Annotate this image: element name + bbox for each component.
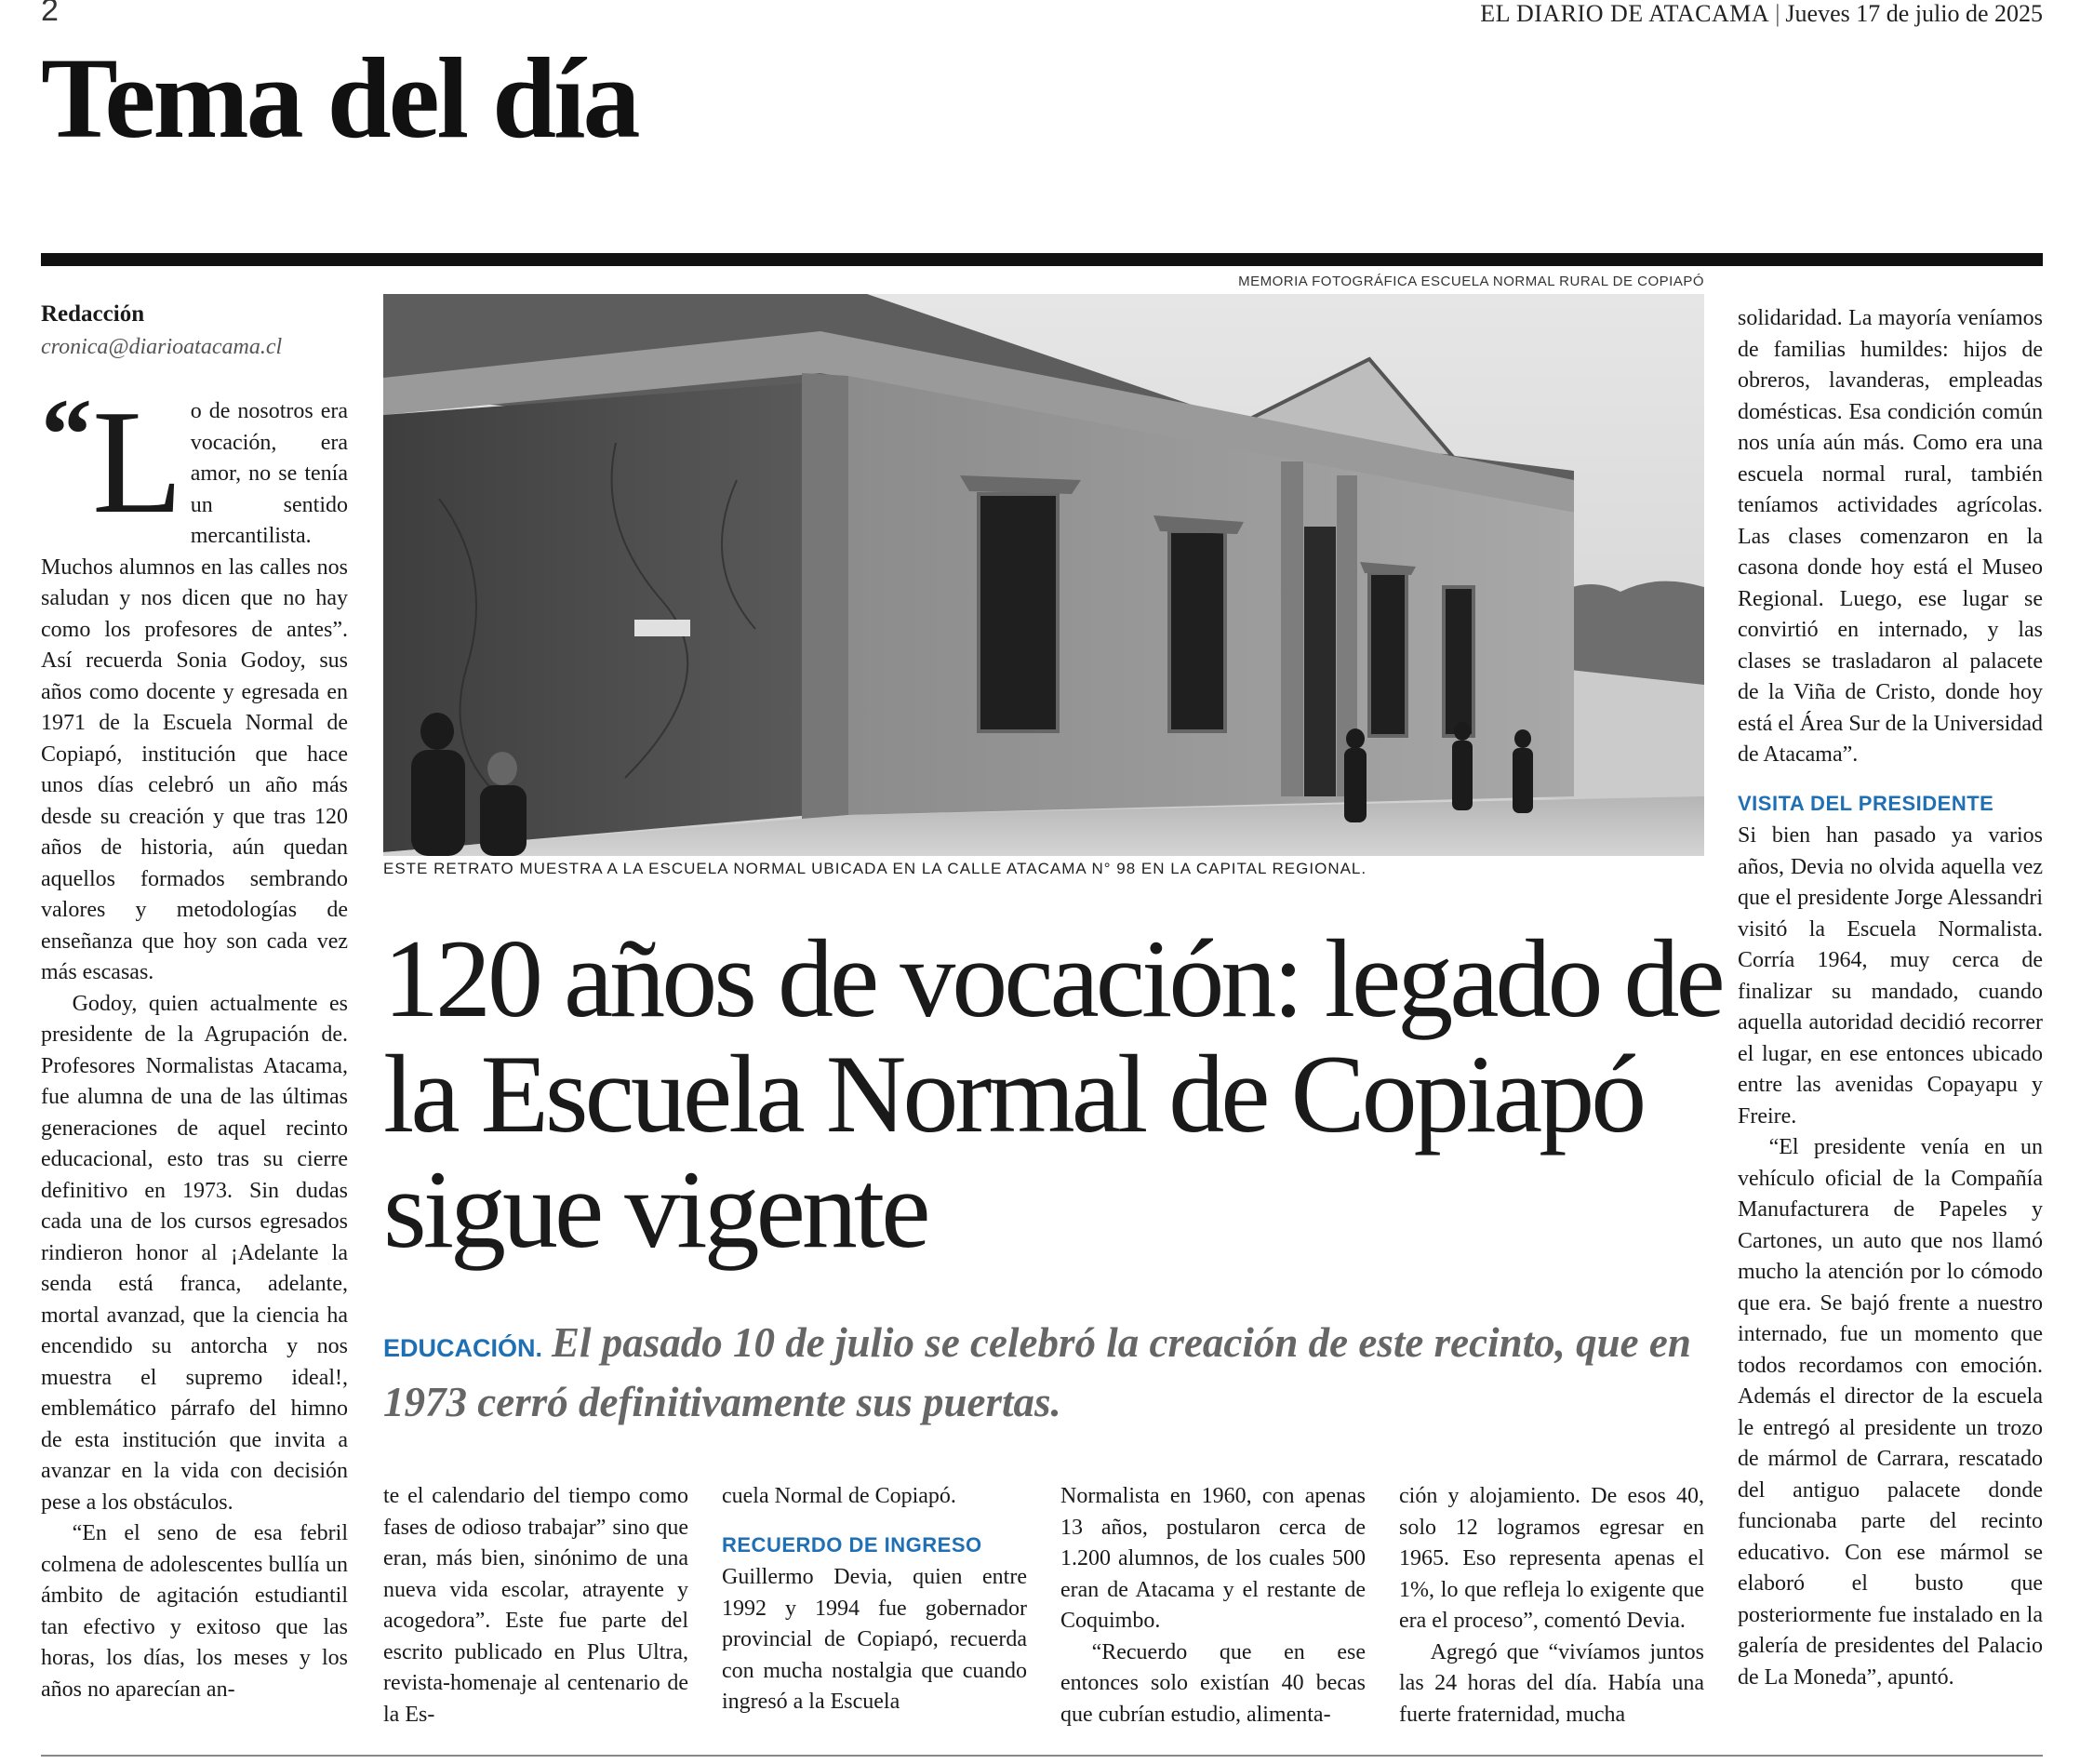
bottom-rule — [41, 1755, 2043, 1757]
dropcap-letter: L — [92, 379, 183, 544]
article-headline: 120 años de vocación: legado de la Escuela Normal de Copiapó sigue vigente — [383, 916, 1722, 1271]
paragraph: ción y alojamiento. De esos 40, solo 12 logramos egresar en 1965. Eso representa apenas el 1%, lo que refleja lo exigente que era el proceso”, comentó Devia. — [1399, 1484, 1704, 1633]
section-kicker: EDUCACIÓN. — [383, 1334, 543, 1362]
opening-quote-mark: “ — [41, 378, 92, 491]
school-building-illustration — [383, 294, 1704, 856]
subhead-visita: VISITA DEL PRESIDENTE — [1738, 791, 1994, 815]
paragraph: o de nosotros era vocación, era amor, no se tenía un sentido mercantilista. Muchos alumnos en las calles nos saludan y nos dicen que no hay como los profesores de antes”. Así recuerda Sonia Godoy, sus años como docente y egresada en 1971 de la Escuela Normal de Copiapó, institución que hace unos días celebró un año más desde su creación y que tras 120 años de historia, aún quedan aquellos formados sembrando valores y metodologías de enseñanza que hoy son cada vez más escasas. — [41, 399, 348, 984]
paragraph: “Recuerdo que en ese entonces solo existían 40 becas que cubrían estudio, alimenta- — [1060, 1639, 1366, 1727]
article-column-4 — [1060, 1481, 1366, 1731]
paragraph: Guillermo Devia, quien entre 1992 y 1994 fue gobernador provincial de Copiapó, recuerda con mucha nostalgia que cuando ingresó a la Escuela — [722, 1565, 1027, 1714]
paragraph: solidaridad. La mayoría veníamos de familias humildes: hijos de obreros, lavanderas, empleadas domésticas. Esa condición común nos unía aún más. Como era una escuela normal rural, también teníamos actividades agrícolas. Las clases comenzaron en la casona donde hoy está el Museo Regional. Luego, ese lugar se convirtió en internado, y las clases se trasladaron al palacete de la Viña de Cristo, donde hoy está el Área Sur de la Universidad de Atacama”. — [1738, 306, 2043, 767]
paragraph: te el calendario del tiempo como fases de odioso trabajar” sino que eran, más bien, sinónimo de una nueva vida escolar, atrayente y acogedora”. Este fue parte del escrito publicado en Plus Ultra, revista-homenaje al centenario de la Es- — [383, 1484, 688, 1727]
photo-caption: ESTE RETRATO MUESTRA A LA ESCUELA NORMAL UBICADA EN LA CALLE ATACAMA N° 98 EN LA CAPITAL REGIONAL. — [383, 860, 1367, 877]
paragraph: cuela Normal de Copiapó. — [722, 1484, 956, 1508]
article-column-3 — [722, 1481, 1027, 1718]
issue-date: Jueves 17 de julio de 2025 — [1785, 0, 2043, 27]
dropcap-block — [41, 378, 183, 544]
deck-text: El pasado 10 de julio se celebró la creación de este recinto, que en 1973 cerró definitivamente sus puertas. — [383, 1319, 1691, 1425]
section-title: Tema del día — [41, 34, 638, 162]
section-rule — [41, 253, 2043, 266]
article-column-2 — [383, 1481, 688, 1731]
paragraph: Normalista en 1960, con apenas 13 años, postularon cerca de 1.200 alumnos, de los cuales 500 eran de Atacama y el restante de Coquimbo. — [1060, 1484, 1366, 1633]
paragraph: “El presidente venía en un vehículo oficial de la Compañía Manufacturera de Papeles y Cartones, un auto que nos llamó mucho la atención por lo cómodo que era. Se bajó frente a nuestro internado, fue un momento que todos recordamos con emoción. Además el director de la escuela le entregó al presidente un trozo de mármol de Carrara, rescatado del antiguo palacete donde funcionaba parte del recinto educativo. Con ese mármol se elaboró el busto que posteriormente fue instalado en la galería de presidentes del Palacio de La Moneda”, apuntó. — [1738, 1135, 2043, 1690]
byline-email[interactable]: cronica@diarioatacama.cl — [41, 335, 283, 359]
masthead — [1480, 0, 2043, 28]
paragraph: Agregó que “vivíamos juntos las 24 horas del día. Había una fuerte fraternidad, mucha — [1399, 1639, 1704, 1727]
subhead-recuerdo: RECUERDO DE INGRESO — [722, 1532, 982, 1557]
paper-name: EL DIARIO DE ATACAMA — [1480, 0, 1770, 27]
paragraph: Godoy, quien actualmente es presidente de la Agrupación de. Profesores Normalistas Atacama, fue alumna de una de las últimas generaciones de aquel recinto educacional, esto tras su cierre definitivo en 1973. Sin dudas cada una de los cursos egresados rindieron honor al ¡Adelante la senda está franca, adelante, mortal avanzad, que la ciencia ha encendido su antorcha y nos muestra el supremo ideal!, emblemático párrafo del himno de esta institución que invita a avanzar en la vida con decisión pese a los obstáculos. — [41, 991, 348, 1515]
page-number: 2 — [41, 0, 59, 28]
article-deck — [383, 1316, 1723, 1429]
article-column-5 — [1399, 1481, 1704, 1731]
photo-credit: MEMORIA FOTOGRÁFICA ESCUELA NORMAL RURAL DE COPIAPÓ — [1238, 274, 1704, 289]
masthead-separator: | — [1775, 0, 1780, 27]
byline-name: Redacción — [41, 301, 145, 327]
paragraph: “En el seno de esa febril colmena de adolescentes bullía un ámbito de agitación estudiantil tan efectivo y exitoso que las horas, los días, los meses y los años no aparecían an- — [41, 1521, 348, 1702]
paragraph: Si bien han pasado ya varios años, Devia no olvida aquella vez que el presidente Jorge Alessandri visitó la Escuela Normalista. Corría 1964, muy cerca de finalizar su mandado, cuando aquella autoridad decidió recorrer el lugar, en ese entonces ubicado entre las avenidas Copayapu y Freire. — [1738, 823, 2043, 1129]
article-column-6 — [1738, 303, 2043, 1693]
article-photo — [383, 294, 1704, 856]
article-column-1 — [41, 378, 348, 1705]
